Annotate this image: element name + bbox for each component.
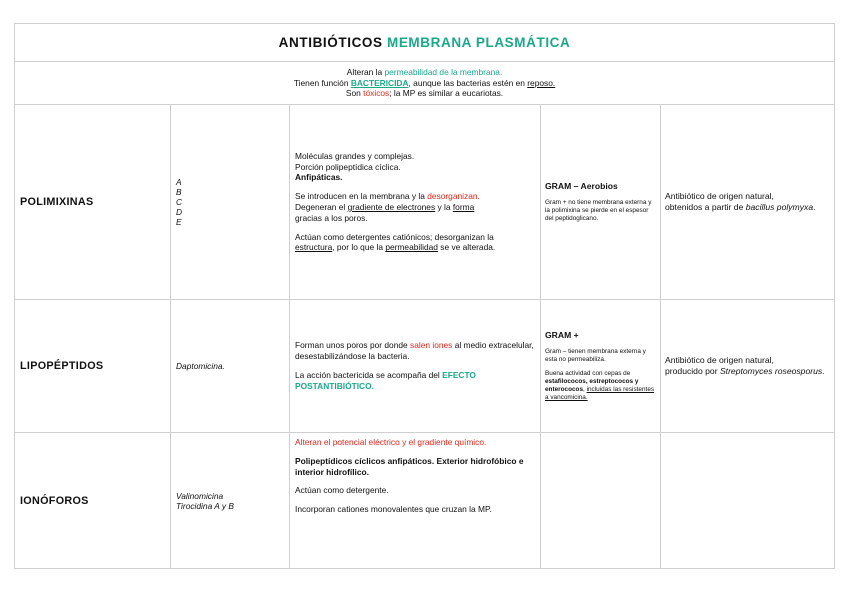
- intro-line-1: Alteran la permeabilidad de la membrana.: [346, 67, 503, 78]
- row-gram: GRAM – Aerobios Gram + no tiene membrana externa y la polimixina se pierde en el espesor del peptidoglicano.: [541, 105, 661, 300]
- row-examples: A B C D E: [171, 105, 290, 300]
- row-origin: Antibiótico de origen natural, obtenidos a partir de bacillus polymyxa.: [661, 105, 835, 300]
- row-origin: [661, 433, 835, 569]
- row-mechanism: Forman unos poros por donde salen iones al medio extracelular, desestabilizándose la bacteria. La acción bactericida se acompaña del EFECTO POSTANTIBIÓTICO.: [290, 300, 541, 433]
- row-origin: Antibiótico de origen natural, producido por Streptomyces roseosporus.: [661, 300, 835, 433]
- row-gram: [541, 433, 661, 569]
- row-examples: Daptomicina.: [171, 300, 290, 433]
- intro-line-2: Tienen función BACTERICIDA, aunque las bacterias estén en reposo.: [293, 77, 556, 88]
- page-title: ANTIBIÓTICOS MEMBRANA PLASMÁTICA: [15, 24, 835, 62]
- table-row: [15, 300, 835, 433]
- row-name: IONÓFOROS: [15, 433, 171, 569]
- row-gram: GRAM + Gram – tienen membrana externa y esta no permeabiliza. Buena actividad con cepas de estafilococos, estreptococos y enterococos, incluidas las resistentes a vancomicina.: [541, 300, 661, 433]
- row-examples: Valinomicina Tirocidina A y B: [171, 433, 290, 569]
- antibiotics-table: [14, 23, 835, 569]
- table-row: [15, 105, 835, 300]
- row-mechanism: Moléculas grandes y complejas. Porción polipeptídica cíclica. Anfipáticas. Se introducen en la membrana y la desorganizan. Degeneran el gradiente de electrones y la forma gracias a los poros. Actúan como detergentes catiónicos; desorganizan la estructura, por lo que la permeabilidad se ve alterada.: [290, 105, 541, 300]
- row-name: POLIMIXINAS: [15, 105, 171, 300]
- intro-line-3: Son tóxicos; la MP es similar a eucariotas.: [345, 88, 504, 99]
- table-row: [15, 433, 835, 569]
- intro-summary: [15, 62, 835, 105]
- row-mechanism: Alteran el potencial eléctrico y el gradiente químico. Polipeptídicos cíclicos anfipáticos. Exterior hidrofóbico e interior hidrofílico. Actúan como detergente. Incorporan cationes monovalentes que cruzan la MP.: [290, 433, 541, 569]
- row-name: LIPOPÉPTIDOS: [15, 300, 171, 433]
